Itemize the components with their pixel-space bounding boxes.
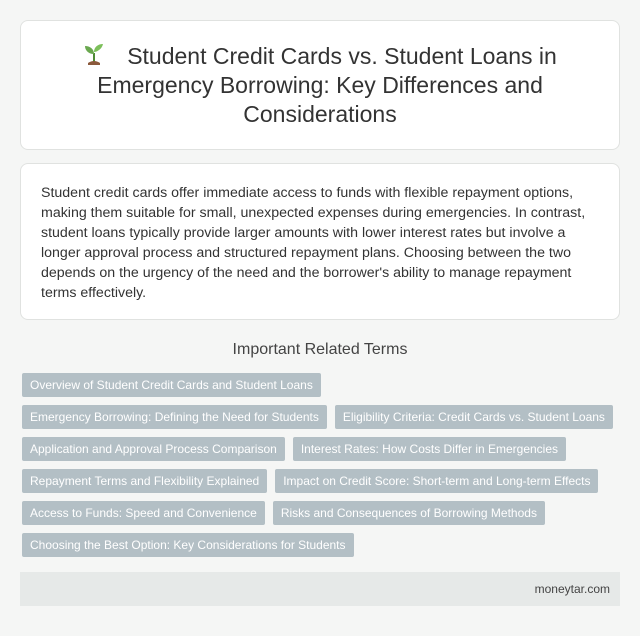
related-terms-heading: Important Related Terms <box>232 341 408 358</box>
related-term-tag[interactable]: Access to Funds: Speed and Convenience <box>22 501 265 525</box>
related-term-tag[interactable]: Eligibility Criteria: Credit Cards vs. Student Loans <box>335 405 613 429</box>
related-term-tag[interactable]: Choosing the Best Option: Key Considerations for Students <box>22 533 354 557</box>
page-title <box>51 42 589 129</box>
related-term-tag[interactable]: Application and Approval Process Comparison <box>22 437 285 461</box>
footer <box>20 572 620 606</box>
related-term-tag[interactable]: Impact on Credit Score: Short-term and Long-term Effects <box>275 469 598 493</box>
related-term-tag[interactable]: Repayment Terms and Flexibility Explained <box>22 469 267 493</box>
footer-site-link[interactable]: moneytar.com <box>534 582 610 596</box>
title-card <box>20 20 620 150</box>
summary-card <box>20 163 620 320</box>
related-term-tag[interactable]: Risks and Consequences of Borrowing Methods <box>273 501 545 525</box>
page-title-text: Student Credit Cards vs. Student Loans in Emergency Borrowing: Key Differences and Considerations <box>97 42 557 127</box>
related-term-tag[interactable]: Emergency Borrowing: Defining the Need for Students <box>22 405 327 429</box>
sprout-icon <box>83 42 105 66</box>
related-term-tag[interactable]: Overview of Student Credit Cards and Student Loans <box>22 373 321 397</box>
related-terms-list <box>22 373 622 557</box>
related-term-tag[interactable]: Interest Rates: How Costs Differ in Emergencies <box>293 437 566 461</box>
summary-text: Student credit cards offer immediate access to funds with flexible repayment options, making them suitable for small, unexpected expenses during emergencies. In contrast, student loans typically provide larger amounts with lower interest rates but involve a longer approval process and structured repayment plans. Choosing between the two depends on the urgency of the need and the borrower's ability to manage repayment terms effectively. <box>41 185 586 301</box>
